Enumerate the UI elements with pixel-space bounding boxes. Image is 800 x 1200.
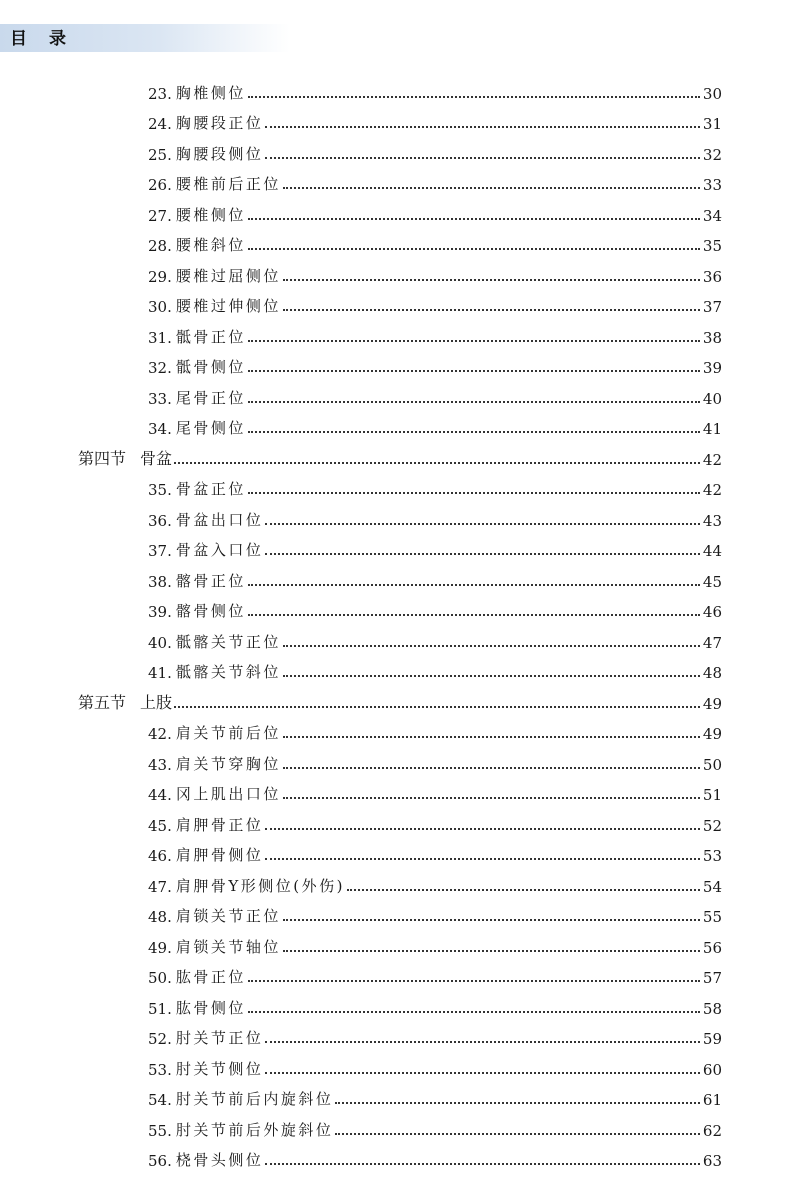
toc-entry-row[interactable] bbox=[0, 1082, 800, 1113]
toc-entry-title: 胸腰段侧位 bbox=[175, 144, 264, 163]
toc-entry-row[interactable] bbox=[0, 655, 800, 686]
toc-entry-number: 46. bbox=[148, 847, 172, 865]
toc-entry-row[interactable] bbox=[0, 1021, 800, 1052]
toc-entry-row[interactable] bbox=[0, 838, 800, 869]
toc-entry-number: 52. bbox=[148, 1030, 172, 1048]
dot-leader bbox=[283, 765, 700, 769]
toc-page-number: 44 bbox=[702, 542, 722, 560]
dot-leader bbox=[265, 856, 700, 860]
toc-entry-title: 肩关节前后位 bbox=[175, 724, 281, 742]
toc-page-number: 36 bbox=[702, 267, 722, 286]
toc-entry-title: 肩胛骨正位 bbox=[175, 815, 264, 834]
toc-page-number: 58 bbox=[702, 999, 722, 1018]
dot-leader bbox=[248, 978, 700, 982]
toc-entry-row[interactable] bbox=[0, 899, 800, 930]
dot-leader bbox=[265, 521, 700, 525]
toc-entry-number: 31. bbox=[148, 328, 172, 347]
dot-leader bbox=[283, 734, 700, 738]
toc-page-number: 59 bbox=[702, 1030, 722, 1048]
toc-page-number: 30 bbox=[702, 84, 722, 103]
toc-entry-row[interactable] bbox=[0, 563, 800, 594]
toc-entry-row[interactable] bbox=[0, 167, 800, 198]
toc-entry-number: 25. bbox=[148, 145, 172, 164]
toc-entry-title: 肘关节前后外旋斜位 bbox=[175, 1120, 334, 1139]
toc-page-number: 43 bbox=[702, 511, 722, 530]
toc-entry-row[interactable] bbox=[0, 136, 800, 167]
table-of-contents bbox=[0, 75, 800, 1173]
toc-entry-number: 49. bbox=[148, 938, 172, 957]
toc-page-number: 31 bbox=[702, 115, 722, 133]
toc-entry-number: 48. bbox=[148, 908, 172, 926]
page-title: 目录 bbox=[10, 29, 88, 49]
dot-leader bbox=[265, 1070, 700, 1074]
toc-entry-row[interactable] bbox=[0, 258, 800, 289]
toc-entry-row[interactable] bbox=[0, 1143, 800, 1174]
toc-entry-number: 39. bbox=[148, 603, 172, 621]
toc-entry-row[interactable] bbox=[0, 228, 800, 259]
toc-entry-row[interactable] bbox=[0, 502, 800, 533]
toc-entry-row[interactable] bbox=[0, 746, 800, 777]
toc-page-number: 34 bbox=[702, 206, 722, 225]
toc-entry-title: 肘关节正位 bbox=[175, 1029, 264, 1047]
dot-leader bbox=[283, 643, 700, 647]
toc-entry-title: 腰椎侧位 bbox=[175, 205, 246, 224]
toc-page-number: 55 bbox=[702, 908, 722, 926]
toc-entry-title: 骶髂关节正位 bbox=[175, 632, 281, 651]
toc-page-number: 45 bbox=[702, 572, 722, 591]
toc-entry-number: 42. bbox=[148, 725, 172, 743]
toc-page-number: 49 bbox=[702, 694, 722, 713]
dot-leader bbox=[283, 948, 700, 952]
toc-entry-number: 47. bbox=[148, 877, 172, 896]
toc-entry-title: 肩胛骨侧位 bbox=[175, 846, 264, 864]
toc-page-number: 42 bbox=[702, 481, 722, 499]
toc-page-number: 62 bbox=[702, 1121, 722, 1140]
toc-entry-number: 30. bbox=[148, 298, 172, 316]
toc-page-number: 38 bbox=[702, 328, 722, 347]
dot-leader bbox=[283, 795, 700, 799]
toc-entry-title: 骶骨正位 bbox=[175, 327, 246, 346]
toc-entry-number: 37. bbox=[148, 542, 172, 560]
toc-entry-row[interactable] bbox=[0, 716, 800, 747]
toc-entry-title: 骨盆出口位 bbox=[175, 510, 264, 529]
toc-entry-number: 27. bbox=[148, 206, 172, 225]
toc-entry-row[interactable] bbox=[0, 533, 800, 564]
dot-leader bbox=[174, 704, 700, 708]
toc-entry-title: 骨盆正位 bbox=[175, 480, 246, 498]
dot-leader bbox=[283, 673, 700, 677]
toc-entry-title: 骨盆入口位 bbox=[175, 541, 264, 559]
toc-page-number: 41 bbox=[702, 420, 722, 438]
toc-entry-row[interactable] bbox=[0, 411, 800, 442]
toc-entry-number: 28. bbox=[148, 237, 172, 255]
toc-entry-row[interactable] bbox=[0, 106, 800, 137]
toc-entry-number: 40. bbox=[148, 633, 172, 652]
toc-entry-title: 肘关节侧位 bbox=[175, 1059, 264, 1078]
toc-entry-title: 冈上肌出口位 bbox=[175, 785, 281, 803]
toc-section-title: 上肢 bbox=[140, 692, 173, 712]
dot-leader bbox=[248, 246, 700, 250]
toc-entry-number: 53. bbox=[148, 1060, 172, 1079]
toc-entry-number: 50. bbox=[148, 969, 172, 987]
toc-entry-row[interactable] bbox=[0, 960, 800, 991]
toc-entry-row[interactable] bbox=[0, 929, 800, 960]
toc-page-number: 63 bbox=[702, 1152, 722, 1170]
toc-entry-title: 骶骨侧位 bbox=[175, 358, 246, 376]
toc-entry-number: 36. bbox=[148, 511, 172, 530]
toc-entry-number: 54. bbox=[148, 1091, 172, 1109]
toc-page-number: 60 bbox=[702, 1060, 722, 1079]
toc-page-number: 35 bbox=[702, 237, 722, 255]
dot-leader bbox=[248, 338, 700, 342]
toc-entry-number: 55. bbox=[148, 1121, 172, 1140]
toc-entry-number: 26. bbox=[148, 176, 172, 194]
toc-entry-title: 尾骨正位 bbox=[175, 388, 246, 407]
dot-leader bbox=[335, 1131, 700, 1135]
toc-entry-title: 胸腰段正位 bbox=[175, 114, 264, 132]
toc-entry-number: 33. bbox=[148, 389, 172, 408]
toc-entry-title: 髂骨侧位 bbox=[175, 602, 246, 620]
toc-entry-row[interactable] bbox=[0, 990, 800, 1021]
dot-leader bbox=[248, 429, 700, 433]
dot-leader bbox=[248, 368, 700, 372]
dot-leader bbox=[265, 124, 700, 128]
toc-section-row[interactable] bbox=[0, 685, 800, 716]
toc-entry-number: 56. bbox=[148, 1152, 172, 1170]
toc-page-number: 53 bbox=[702, 847, 722, 865]
dot-leader bbox=[248, 1009, 700, 1013]
toc-entry-title: 腰椎过屈侧位 bbox=[175, 266, 281, 285]
toc-entry-title: 腰椎过伸侧位 bbox=[175, 297, 281, 315]
toc-entry-title: 肱骨正位 bbox=[175, 968, 246, 986]
dot-leader bbox=[265, 551, 700, 555]
dot-leader bbox=[265, 826, 700, 830]
toc-page-number: 51 bbox=[702, 786, 722, 804]
toc-entry-title: 腰椎前后正位 bbox=[175, 175, 281, 193]
toc-page-number: 40 bbox=[702, 389, 722, 408]
dot-leader bbox=[283, 307, 700, 311]
toc-page-number: 50 bbox=[702, 755, 722, 774]
toc-page-number: 39 bbox=[702, 359, 722, 377]
toc-entry-number: 35. bbox=[148, 481, 172, 499]
dot-leader bbox=[283, 185, 700, 189]
dot-leader bbox=[265, 1161, 700, 1165]
dot-leader bbox=[283, 277, 700, 281]
toc-page-number: 42 bbox=[702, 450, 722, 469]
dot-leader bbox=[248, 612, 700, 616]
toc-entry-number: 23. bbox=[148, 84, 172, 103]
toc-entry-row[interactable] bbox=[0, 350, 800, 381]
toc-entry-row[interactable] bbox=[0, 289, 800, 320]
dot-leader bbox=[248, 216, 700, 220]
toc-entry-title: 肱骨侧位 bbox=[175, 998, 246, 1017]
toc-entry-number: 45. bbox=[148, 816, 172, 835]
toc-entry-number: 41. bbox=[148, 664, 172, 682]
dot-leader bbox=[174, 460, 700, 464]
toc-section-label: 第五节 bbox=[78, 692, 127, 712]
toc-entry-row[interactable] bbox=[0, 594, 800, 625]
toc-entry-title: 肘关节前后内旋斜位 bbox=[175, 1090, 334, 1108]
toc-entry-number: 43. bbox=[148, 755, 172, 774]
toc-entry-row[interactable] bbox=[0, 624, 800, 655]
dot-leader bbox=[335, 1100, 700, 1104]
toc-section-label: 第四节 bbox=[78, 448, 127, 468]
toc-page-number: 33 bbox=[702, 176, 722, 194]
toc-entry-row[interactable] bbox=[0, 380, 800, 411]
toc-entry-row[interactable] bbox=[0, 472, 800, 503]
toc-entry-number: 32. bbox=[148, 359, 172, 377]
toc-section-row[interactable] bbox=[0, 441, 800, 472]
toc-entry-title: 肩锁关节正位 bbox=[175, 907, 281, 925]
dot-leader bbox=[248, 582, 700, 586]
toc-entry-title: 肩关节穿胸位 bbox=[175, 754, 281, 773]
toc-page-number: 49 bbox=[702, 725, 722, 743]
dot-leader bbox=[248, 94, 700, 98]
toc-entry-title: 骶髂关节斜位 bbox=[175, 663, 281, 681]
toc-entry-row[interactable] bbox=[0, 777, 800, 808]
dot-leader bbox=[265, 155, 700, 159]
toc-entry-number: 29. bbox=[148, 267, 172, 286]
toc-entry-number: 24. bbox=[148, 115, 172, 133]
toc-entry-row[interactable] bbox=[0, 1051, 800, 1082]
toc-entry-row[interactable] bbox=[0, 807, 800, 838]
toc-entry-number: 34. bbox=[148, 420, 172, 438]
toc-entry-title: 肩胛骨Y形侧位(外伤) bbox=[175, 876, 345, 895]
toc-entry-title: 胸椎侧位 bbox=[175, 83, 246, 102]
toc-entry-number: 38. bbox=[148, 572, 172, 591]
toc-entry-row[interactable] bbox=[0, 1112, 800, 1143]
dot-leader bbox=[248, 490, 700, 494]
dot-leader bbox=[248, 399, 700, 403]
toc-page-number: 46 bbox=[702, 603, 722, 621]
toc-section-title: 骨盆 bbox=[140, 448, 173, 468]
dot-leader bbox=[347, 887, 700, 891]
toc-page-number: 56 bbox=[702, 938, 722, 957]
toc-page-number: 47 bbox=[702, 633, 722, 652]
toc-page-number: 48 bbox=[702, 664, 722, 682]
toc-entry-row[interactable] bbox=[0, 75, 800, 106]
toc-entry-row[interactable] bbox=[0, 319, 800, 350]
toc-entry-title: 腰椎斜位 bbox=[175, 236, 246, 254]
toc-page-number: 54 bbox=[702, 877, 722, 896]
toc-entry-row[interactable] bbox=[0, 197, 800, 228]
toc-page-number: 61 bbox=[702, 1091, 722, 1109]
toc-page-number: 52 bbox=[702, 816, 722, 835]
toc-entry-title: 桡骨头侧位 bbox=[175, 1151, 264, 1169]
toc-entry-row[interactable] bbox=[0, 868, 800, 899]
toc-entry-number: 44. bbox=[148, 786, 172, 804]
dot-leader bbox=[265, 1039, 700, 1043]
toc-entry-title: 髂骨正位 bbox=[175, 571, 246, 590]
toc-page-number: 57 bbox=[702, 969, 722, 987]
toc-entry-title: 尾骨侧位 bbox=[175, 419, 246, 437]
toc-page-number: 37 bbox=[702, 298, 722, 316]
toc-entry-title: 肩锁关节轴位 bbox=[175, 937, 281, 956]
toc-page-number: 32 bbox=[702, 145, 722, 164]
toc-entry-number: 51. bbox=[148, 999, 172, 1018]
dot-leader bbox=[283, 917, 700, 921]
